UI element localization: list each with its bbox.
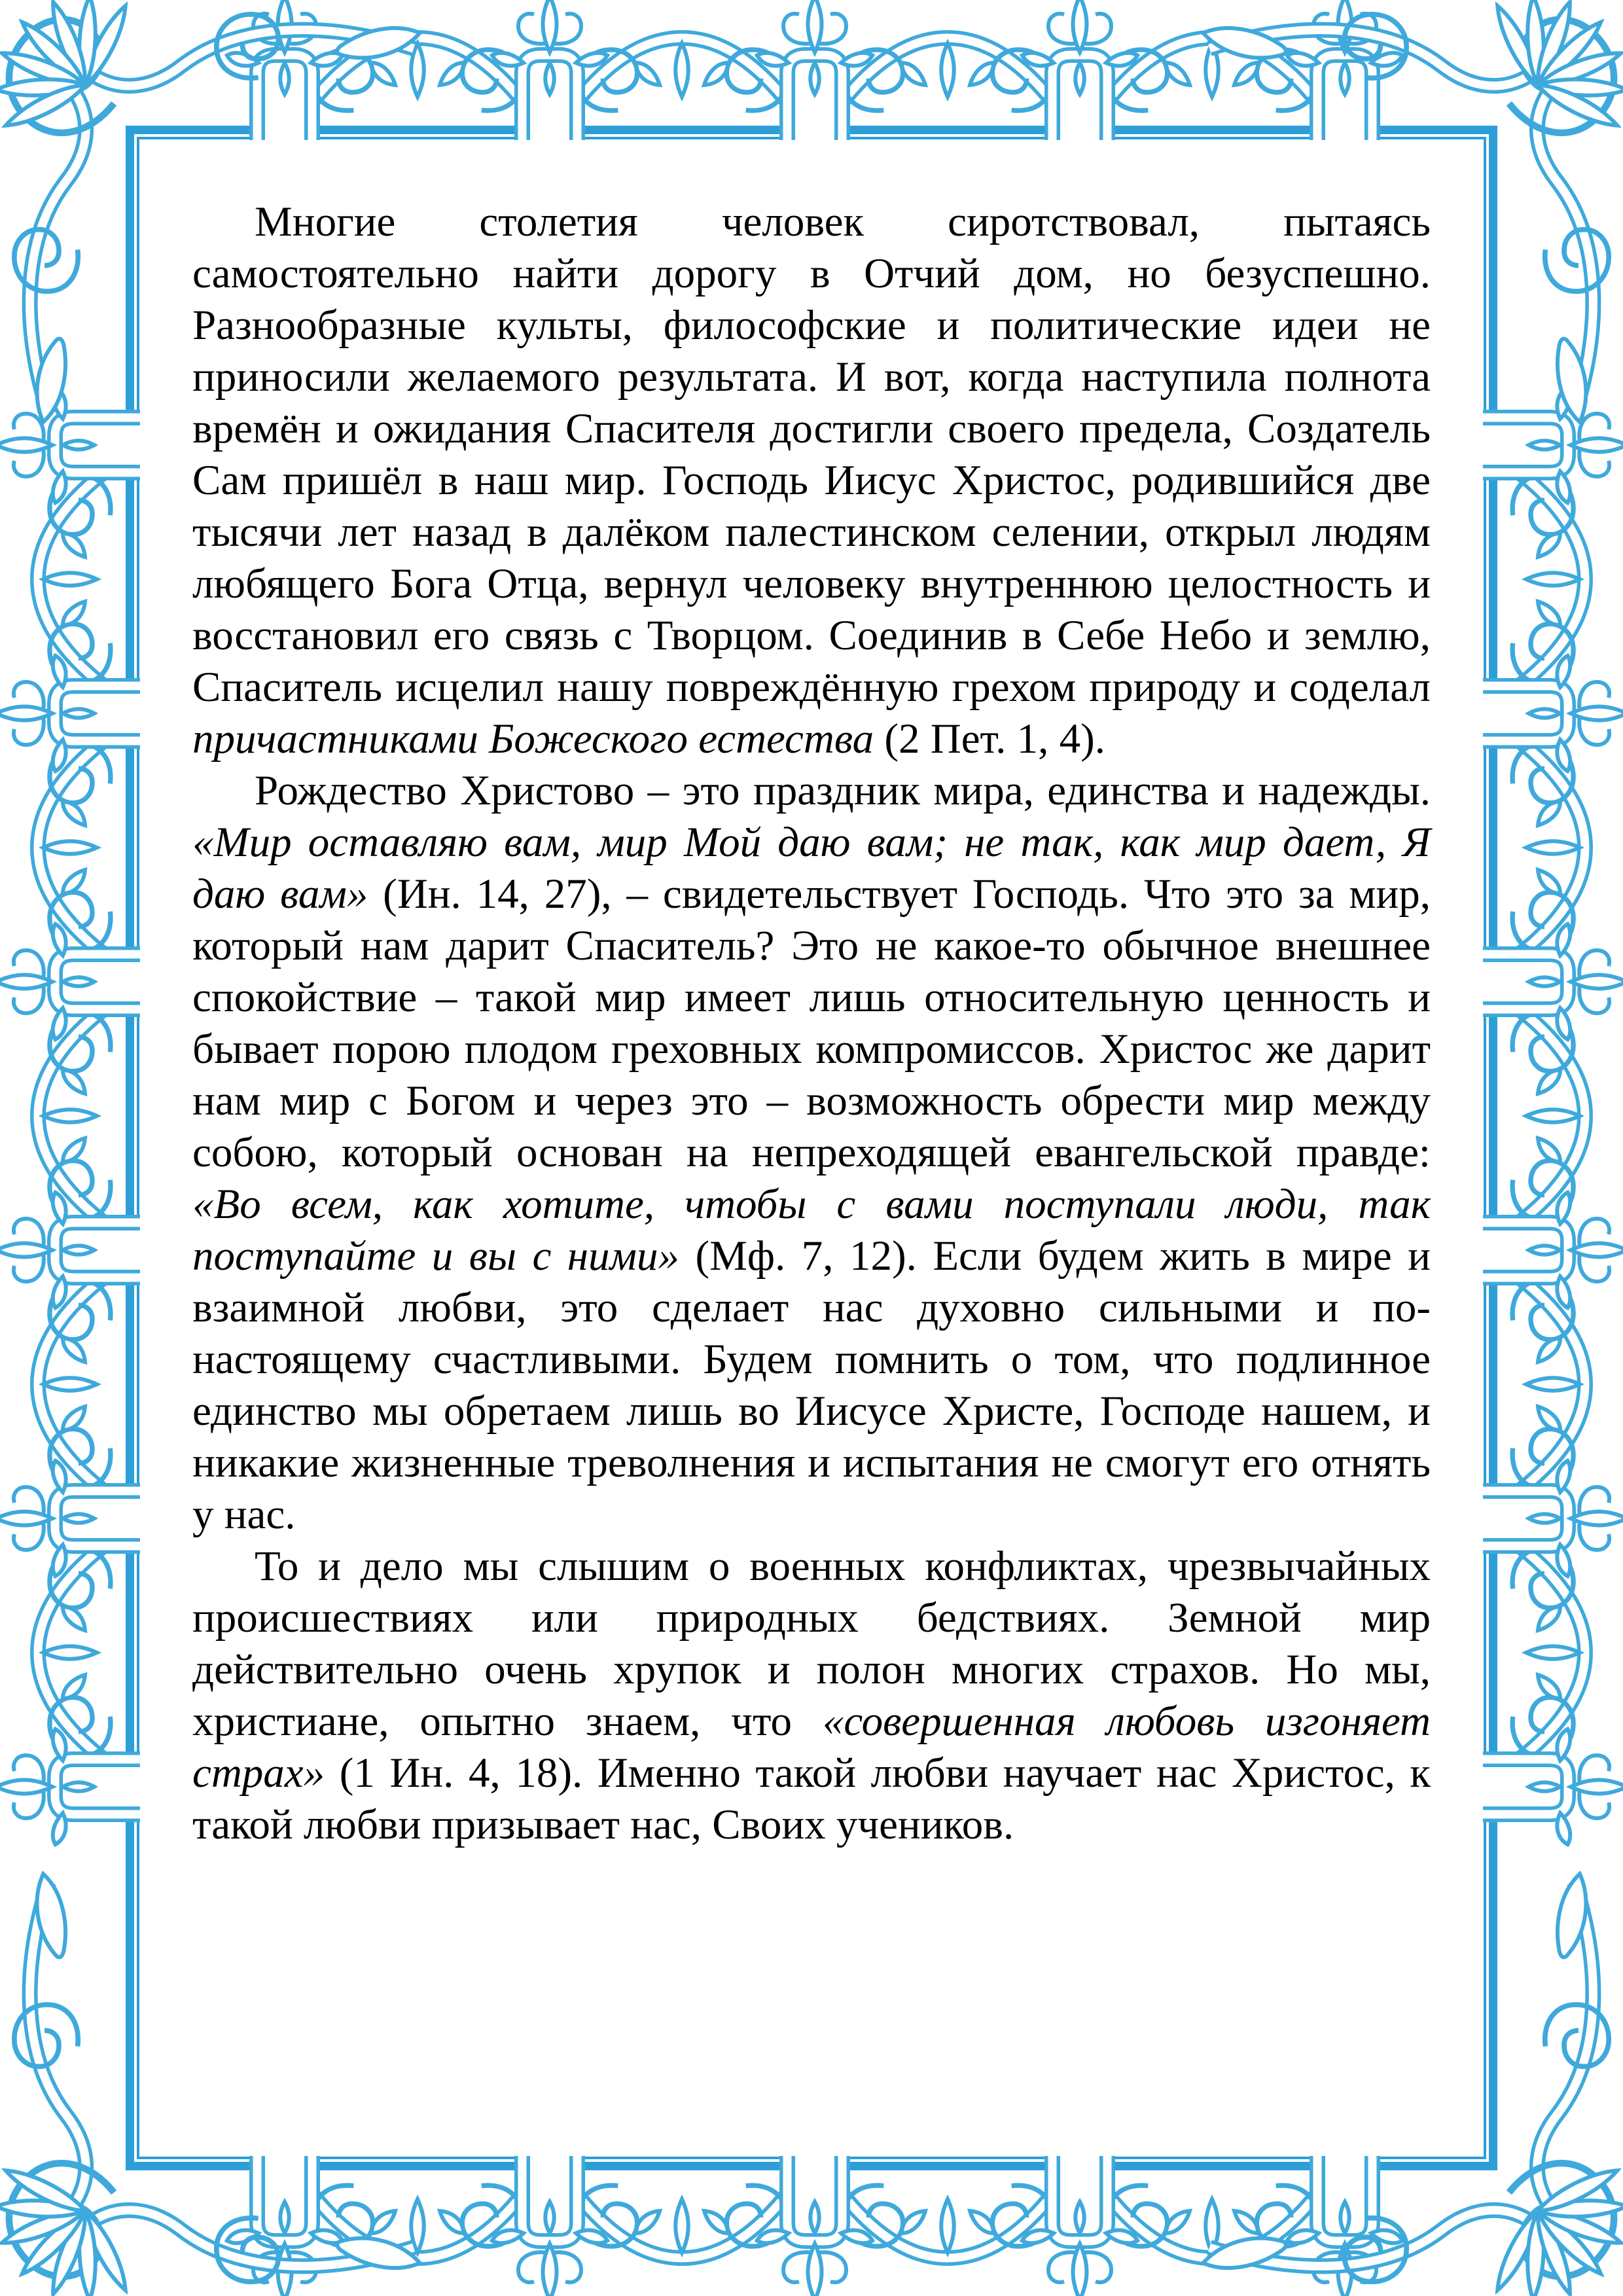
p2-scripture-quote-2: «Во всем, как хотите, чтобы с вами поступали люди, так поступайте и вы с ними» (192, 1181, 1431, 1280)
p2-scripture-quote-1: «Мир оставляю вам, мир Мой даю вам; не так, как мир дает, Я даю вам» (192, 819, 1431, 918)
p3-text-2: (1 Ин. 4, 18). Именно такой любви научает нас Христос, к такой любви призывает нас, Своих учеников. (192, 1749, 1431, 1848)
p1-text-2: (2 Пет. 1, 4). (874, 715, 1105, 762)
p3-text-1: То и дело мы слышим о военных конфликтах, чрезвычайных происшествиях или природных бедствиях. Земной мир действительно очень хрупок и полон многих страхов. Но мы, христиане, опытно знаем, что (192, 1543, 1431, 1745)
p1-scripture-quote: причастниками Божеского естества (192, 715, 874, 762)
border-bottom-ornaments (227, 2155, 1402, 2296)
p2-text-3: (Мф. 7, 12). Если будем жить в мире и взаимной любви, это сделает нас духовно сильными и по-настоящему счастливыми. Будем помнить о том, что подлинное единство мы обретаем лишь во Иисусе Христе, Господе нашем, и никакие жизненные треволнения и испытания не смогут его отнять у нас. (192, 1232, 1431, 1538)
p2-text-2: (Ин. 14, 27), – свидетельствует Господь. Что это за мир, который нам дарит Спаситель? Это не какое-то обычное внешнее спокойствие – такой мир имеет лишь относительную ценность и бывает порою плодом греховных компромиссов. Христос же дарит нам мир с Богом и через это – возможность обрести мир между собою, который основан на непреходящей евангельской правде: (192, 870, 1431, 1176)
border-corner-bottom-right (1200, 1871, 1623, 2296)
p1-text-1: Многие столетия человек сиротствовал, пытаясь самостоятельно найти дорогу в Отчий дом, но безуспешно. Разнообразные культы, философские и политические идеи не приносили желаемого результата. И вот, когда наступила полнота времён и ожидания Спасителя достигли своего предела, Создатель Сам пришёл в наш мир. Господь Иисус Христос, родившийся две тысячи лет назад в далёком палестинском селении, открыл людям любящего Бога Отца, вернул человеку внутреннюю целостность и восстановил его связь с Творцом. Соединив в Себе Небо и землю, Спаситель исцелил нашу повреждённую грехом природу и соделал (192, 198, 1431, 711)
p3-scripture-quote: «совершенная любовь изгоняет страх» (192, 1698, 1431, 1797)
body-text (192, 196, 1431, 1851)
paragraph-1 (192, 196, 1431, 765)
paragraph-2 (192, 765, 1431, 1541)
paragraph-3 (192, 1541, 1431, 1851)
border-right-ornaments (1482, 387, 1623, 1844)
p2-text-1: Рождество Христово – это праздник мира, единства и надежды. (255, 767, 1431, 814)
border-top-ornaments (227, 0, 1402, 141)
border-left-ornaments (0, 387, 141, 1844)
